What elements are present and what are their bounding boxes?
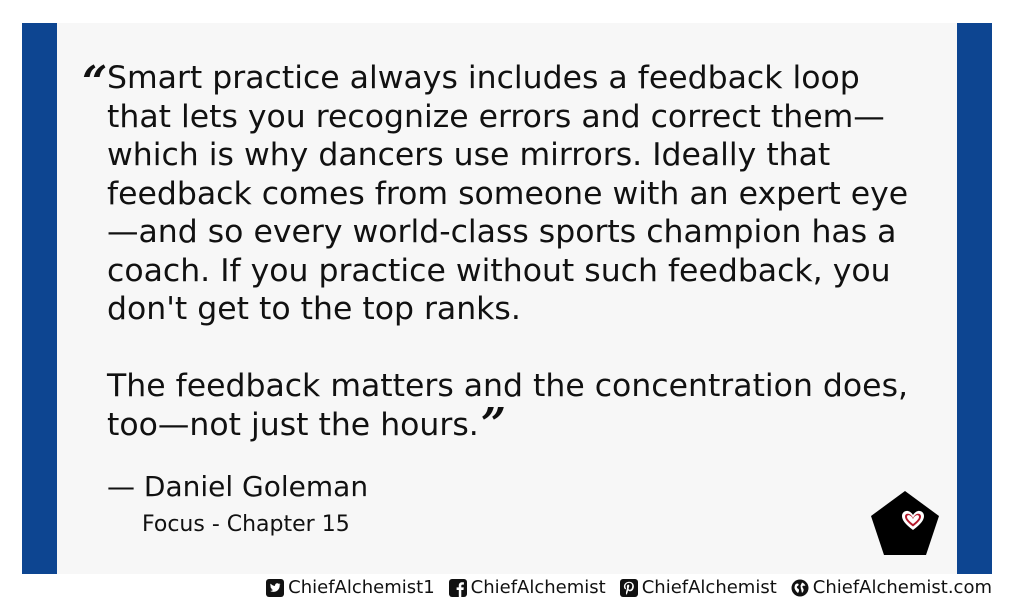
quote-block <box>82 57 927 450</box>
pinterest-icon <box>620 579 638 597</box>
close-quote-mark: ” <box>480 398 507 450</box>
quote-panel <box>57 23 957 574</box>
footer-pinterest-label: ChiefAlchemist <box>641 577 777 598</box>
quote-paragraph-2-text: The feedback matters and the concentration does, too—not just the hours. <box>107 368 908 443</box>
footer-website-link[interactable] <box>791 577 992 598</box>
quote-author: — Daniel Goleman <box>107 470 369 503</box>
footer-pinterest-link[interactable] <box>620 577 777 598</box>
social-footer <box>266 577 992 598</box>
footer-facebook-label: ChiefAlchemist <box>470 577 606 598</box>
quote-source: Focus - Chapter 15 <box>142 512 350 537</box>
footer-website-label: ChiefAlchemist.com <box>812 577 992 598</box>
quote-card <box>22 23 992 574</box>
footer-facebook-link[interactable] <box>449 577 606 598</box>
quote-paragraph-1: Smart practice always includes a feedback loop that lets you recognize errors and correct them—which is why dancers use mirrors. Ideally that feedback comes from someone with an expert eye—and so every world-class sports champion has a coach. If you practice without such feedback, you don't get to the top ranks. <box>107 60 909 327</box>
twitter-icon <box>266 579 284 597</box>
globe-icon <box>791 579 809 597</box>
heart-pentagon-icon <box>869 489 941 559</box>
facebook-icon <box>449 579 467 597</box>
footer-twitter-link[interactable] <box>266 577 435 598</box>
quote-paragraph-2 <box>107 367 927 450</box>
footer-twitter-label: ChiefAlchemist1 <box>288 577 435 598</box>
open-quote-mark: “ <box>82 57 108 108</box>
